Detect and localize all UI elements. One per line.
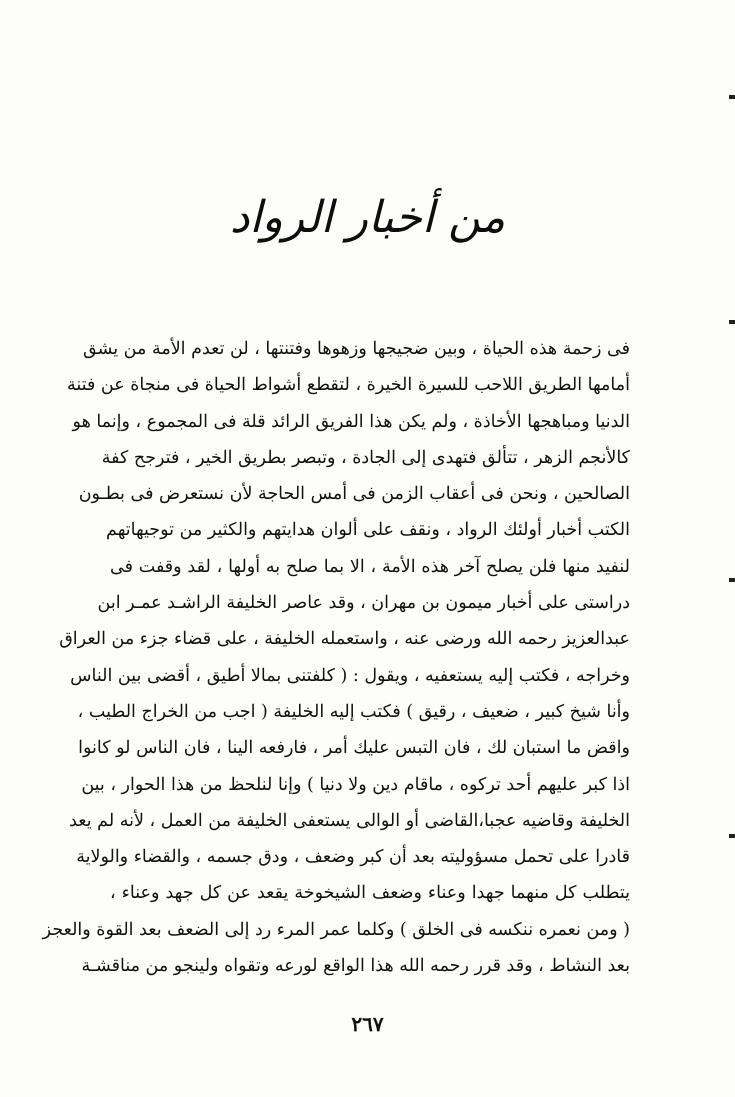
text-line: الدنيا ومباهجها الأخاذة ، ولم يكن هذا الفريق الرائد قلة فى المجموع ، وإنما هو: [72, 411, 630, 432]
text-line: الصالحين ، ونحن فى أعقاب الزمن فى أمس الحاجة لأن نستعرض فى بطـون: [78, 484, 630, 505]
text-line: وخراجه ، فكتب إليه يستعفيه ، ويقول : ( كلفتنى بمالا أطيق ، أقضى بين الناس: [70, 665, 630, 686]
text-line: بعد النشاط ، وقد قرر رحمه الله هذا الواقع لورعه وتقواه ولينجو من مناقشـة: [81, 956, 630, 977]
text-line: فى زحمة هذه الحياة ، وبين ضجيجها وزهوها وفتنتها ، لن تعدم الأمة من يشق: [83, 339, 630, 359]
text-line: اذا كبر عليهم أحد تركوه ، ماقام دين ولا دنيا ) وإنا لنلحظ من هذا الحوار ، بين: [81, 774, 630, 795]
scan-edge-mark: [729, 834, 735, 838]
text-line: ( ومن نعمره ننكسه فى الخلق ) وكلما عمر المرء رد إلى الضعف بعد القوة والعجز: [42, 919, 630, 940]
text-line: لنفيد منها فلن يصلح آخر هذه الأمة ، الا بما صلح به أولها ، لقد وقفت فى: [110, 556, 630, 577]
text-line: وأنا شيخ كبير ، ضعيف ، رقيق ) فكتب إليه الخليفة ( اجب من الخراج الطيب ،: [77, 701, 630, 722]
text-line: كالأنجم الزهر ، تتألق فتهدى إلى الجادة ، وتبصر بطريق الخير ، فترجح كفة: [101, 447, 630, 468]
body-text: [42, 331, 630, 984]
page-number: ٢٦٧: [351, 1012, 384, 1036]
text-line: أمامها الطريق اللاحب للسيرة الخيرة ، لتقطع أشواط الحياة فى منجاة عن فتنة: [67, 375, 630, 396]
scan-edge-mark: [729, 95, 735, 99]
text-line: عبدالعزيز رحمه الله ورضى عنه ، واستعمله الخليفة ، على قضاء جزء من العراق: [59, 629, 630, 650]
text-line: يتطلب كل منهما جهدا وعناء وضعف الشيخوخة يقعد عن كل جهد وعناء ،: [110, 883, 630, 904]
text-line: واقض ما استبان لك ، فان التبس عليك أمر ، فارفعه الينا ، فان الناس لو كانوا: [78, 738, 630, 759]
scan-edge-mark: [729, 320, 735, 324]
scan-edge-mark: [729, 578, 735, 582]
text-line: دراستى على أخبار ميمون بن مهران ، وقد عاصر الخليفة الراشـد عمـر ابن: [97, 593, 630, 614]
text-line: الخليفة وقاضيه عجبا،القاضى أو الوالى يستعفى الخليفة من العمل ، لأنه لم يعد: [69, 810, 630, 831]
chapter-title: من أخبار الرواد: [229, 192, 506, 243]
text-line: الكتب أخبار أولئك الرواد ، ونقف على ألوان هدايتهم والكثير من توجيهاتهم: [106, 520, 630, 541]
text-line: قادرا على تحمل مسؤوليته بعد أن كبر وضعف ، ودق جسمه ، والقضاء والولاية: [76, 847, 630, 868]
